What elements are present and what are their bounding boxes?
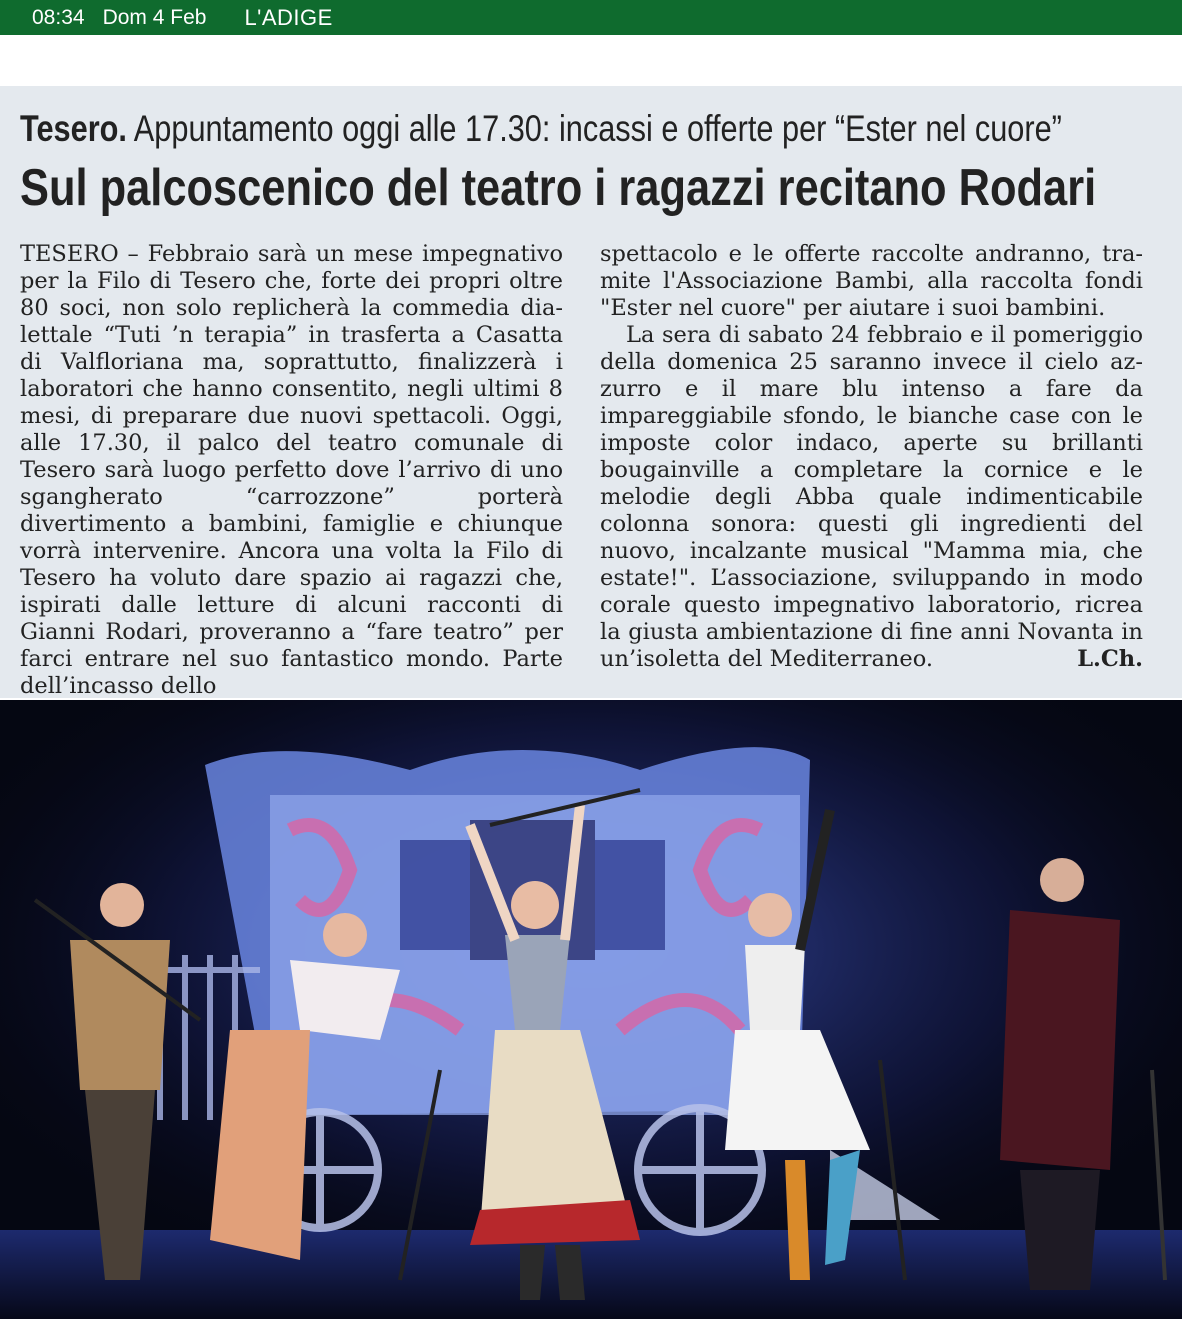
body-paragraph: spettacolo e le offerte raccolte andranno, tramite l'Associazione Bambi, alla raccolta fondi "Ester nel cuore" per aiutare i suoi bambini. [600, 241, 1143, 321]
stage-photo-illustration [0, 700, 1182, 1319]
status-date: Dom 4 Feb [102, 5, 207, 29]
status-bar [0, 0, 1182, 35]
article-kicker [20, 108, 1062, 150]
body-paragraph: TESERO – Febbraio sarà un mese impegnativo per la Filo di Tesero che, forte dei propri oltre 80 soci, non solo replicherà la commedia dialettale “Tuti ’n terapia” in trasferta a Casatta di Valfloriana ma, soprattutto, finalizzerà i laboratori che hanno consentito, negli ultimi 8 mesi, di preparare due nuovi spettacoli. Oggi, alle 17.30, il palco del teatro comunale di Tesero sarà luogo perfetto dove l’arrivo di uno sgangherato “carrozzone” porterà divertimento a bambini, famiglie e chiunque vorrà intervenire. Ancora una volta la Filo di Tesero ha voluto dare spazio ai ragazzi che, ispirati dalle letture di alcuni racconti di Gianni Rodari, proveranno a “fare teatro” per farci entrare nel suo fantastico mondo. Parte dell’incasso dello [20, 241, 563, 699]
kicker-text: Appuntamento oggi alle 17.30: incassi e offerte per “Ester nel cuore” [126, 108, 1062, 149]
body-paragraph [600, 322, 1143, 673]
article-column-left [20, 241, 563, 700]
stage-photo [0, 700, 1182, 1319]
body-paragraph-text: La sera di sabato 24 febbraio e il pomeriggio della domenica 25 saranno invece il cielo azzurro e il mare blu intenso a fare da impareggiabile sfondo, le bianche case con le imposte color indaco, aperte su brillanti bougainville a completare la cornice e le melodie degli Abba quale indimenticabile colonna sonora: questi gli ingredienti del nuovo, incalzante musical "Mamma mia, che estate!". L’associazione, sviluppando in modo corale questo impegnativo laboratorio, ricrea la giusta ambientazione di fine anni Novanta in un’isoletta del Mediterraneo. [600, 322, 1143, 672]
author-signature: L.Ch. [1077, 646, 1143, 672]
article-clipping [0, 86, 1182, 698]
article-column-right [600, 241, 1143, 673]
kicker-place: Tesero. [20, 108, 127, 149]
article-headline: Sul palcoscenico del teatro i ragazzi recitano Rodari [20, 159, 1097, 217]
status-time: 08:34 [32, 5, 85, 29]
newspaper-name: L'ADIGE [244, 4, 333, 30]
